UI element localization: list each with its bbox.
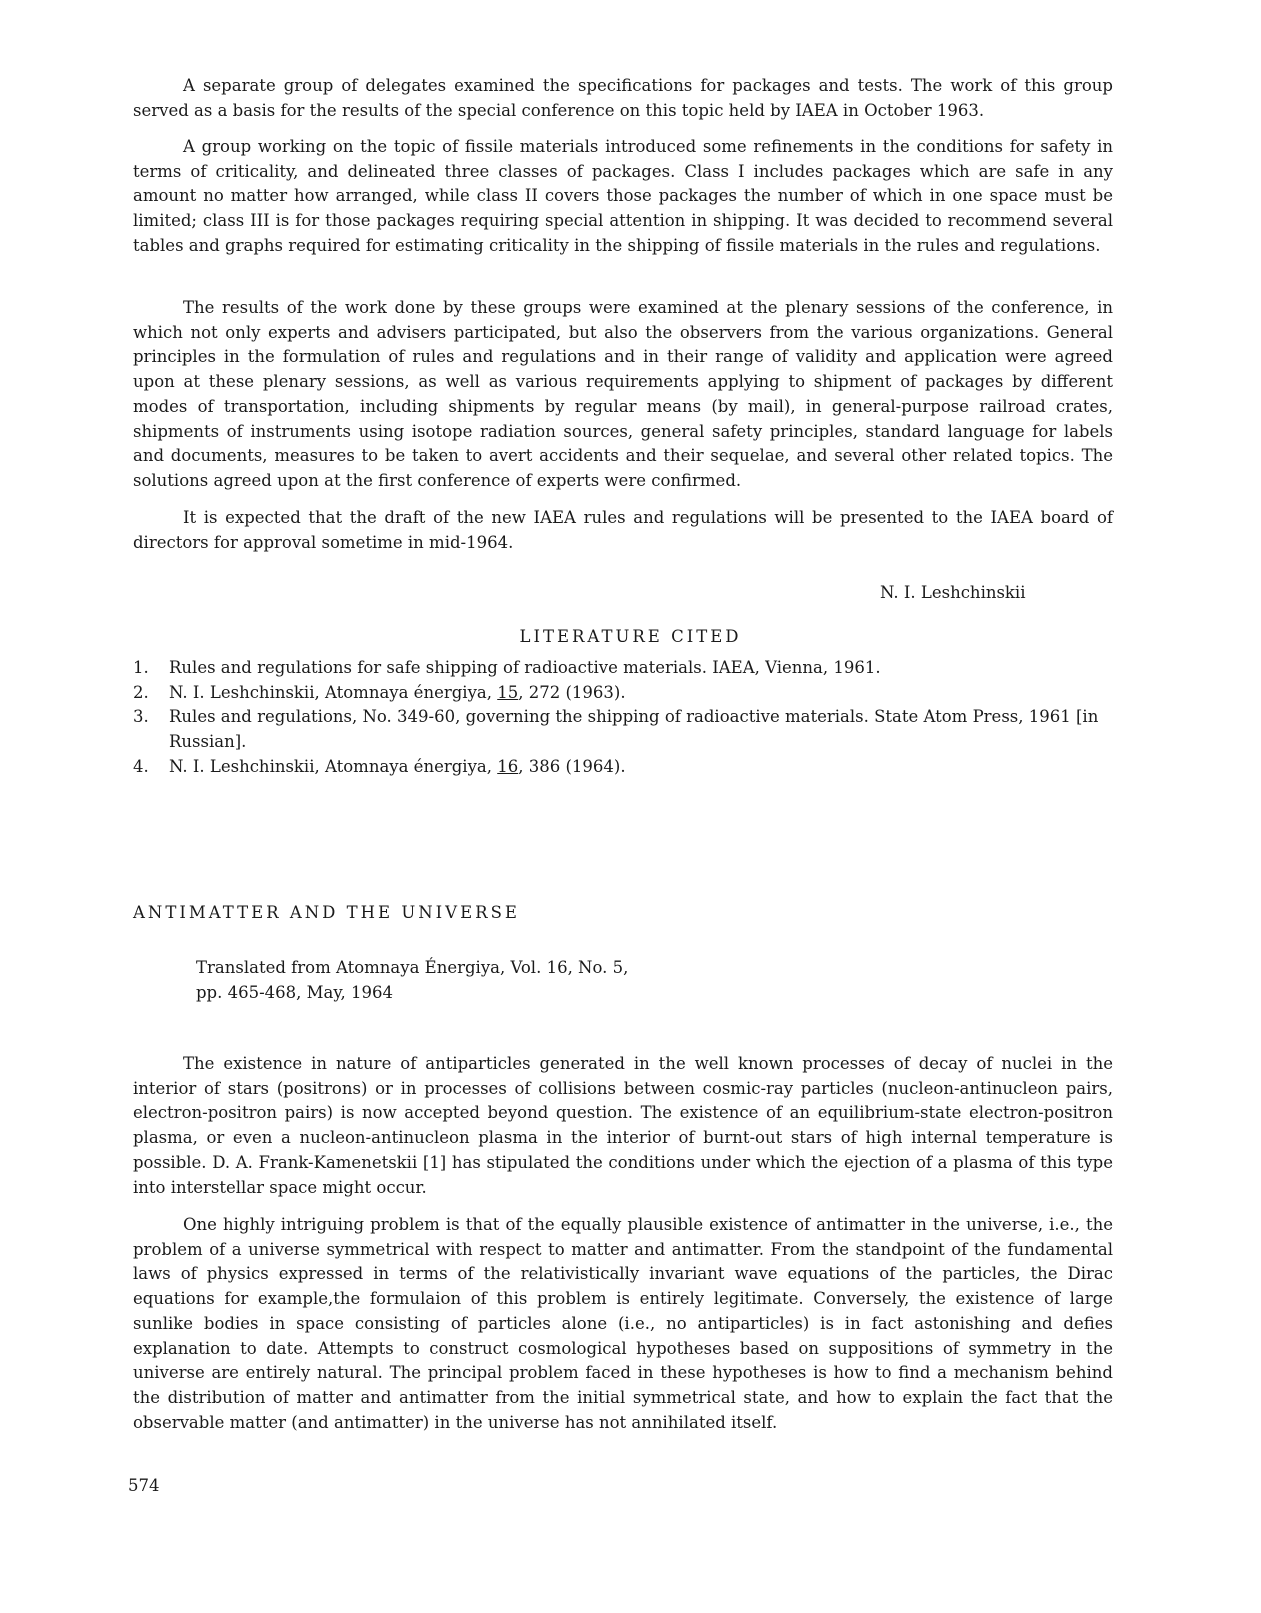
paragraph-draft-rules: It is expected that the draft of the new IAEA rules and regulations will be presented to the IAEA board of directors for approval sometime in mid-1964. <box>133 508 1113 552</box>
reference-pages: , 386 (1964). <box>518 756 626 776</box>
paragraph-fissile-materials: A group working on the topic of fissile materials introduced some refinements in the conditions for safety in terms of criticality, and delineated three classes of packages. Class I includes packages which are safe in any amount no matter how arranged, while class II covers those packages the number of which in one space must be limited; class III is for those packages requiring special attention in shipping. It was decided to recommend several tables and graphs required for estimating criticality in the shipping of fissile materials in the rules and regulations. <box>133 137 1113 255</box>
paragraph-plenary-sessions: The results of the work done by these groups were examined at the plenary sessions of the conference, in which not only experts and advisers participated, but also the observers from the various organizations. General principles in the formulation of rules and regulations and in their range of validity and application were agreed upon at these plenary sessions, as well as various requirements applying to shipment of packages by different modes of transportation, including shipments by regular means (by mail), in general-purpose railroad crates, shipments of instruments using isotope radiation sources, general safety principles, standard language for labels and documents, measures to be taken to avert accidents and their sequelae, and several other related topics. The solutions agreed upon at the first conference of experts were confirmed. <box>133 298 1113 490</box>
reference-text: N. I. Leshchinskii, Atomnaya énergiya, <box>169 682 498 702</box>
reference-volume: 15 <box>497 682 519 702</box>
translation-source <box>196 956 628 1005</box>
translation-source-line: pp. 465-468, May, 1964 <box>196 982 394 1002</box>
reference-number: 2. <box>133 682 149 702</box>
paragraph-symmetric-universe: One highly intriguing problem is that of the equally plausible existence of antimatter in the universe, i.e., the problem of a universe symmetrical with respect to matter and antimatter. From the standpoint of the fundamental laws of physics expressed in terms of the relativistically invariant wave equations of the particles, the Dirac equations for example,the formulaion of this problem is entirely legitimate. Conversely, the existence of large sunlike bodies in space consisting of particles alone (i.e., no antiparticles) is in fact astonishing and defies explanation to date. Attempts to construct cosmological hypotheses based on suppositions of symmetry in the universe are entirely natural. The principal problem faced in these hypotheses is how to find a mechanism behind the distribution of matter and antimatter from the initial symmetrical state, and how to explain the fact that the observable matter (and antimatter) in the universe has not annihilated itself. <box>133 1215 1113 1432</box>
reference-number: 3. <box>133 707 149 727</box>
reference-item <box>133 755 1113 780</box>
reference-pages: , 272 (1963). <box>518 682 626 702</box>
translation-source-line: Translated from Atomnaya Énergiya, Vol. 16, No. 5, <box>196 958 629 977</box>
reference-item <box>133 656 1113 681</box>
reference-item <box>133 705 1113 754</box>
reference-number: 1. <box>133 658 149 677</box>
page-number: 574 <box>128 1476 160 1495</box>
reference-item <box>133 681 1113 706</box>
author-signature: N. I. Leshchinskii <box>880 583 1026 602</box>
paragraph-packages-tests: A separate group of delegates examined the specifications for packages and tests. The work of this group served as a basis for the results of the special conference on this topic held by IAEA in October 1963. <box>133 76 1113 120</box>
reference-text: Rules and regulations for safe shipping of radioactive materials. IAEA, Vienna, 1961. <box>169 658 881 677</box>
reference-list <box>133 656 1113 780</box>
reference-text: N. I. Leshchinskii, Atomnaya énergiya, <box>169 756 498 776</box>
reference-text: Rules and regulations, No. 349-60, governing the shipping of radioactive materials. State Atom Press, 1961 [in Russian]. <box>169 707 1099 752</box>
literature-cited-heading: LITERATURE CITED <box>519 627 742 646</box>
paragraph-antiparticles: The existence in nature of antiparticles generated in the well known processes of decay of nuclei in the interior of stars (positrons) or in processes of collisions between cosmic-ray particles (nucleon-antinucleon pairs, electron-positron pairs) is now accepted beyond question. The existence of an equilibrium-state electron-positron plasma, or even a nucleon-antinucleon plasma in the interior of burnt-out stars of high internal temperature is possible. D. A. Frank-Kamenetskii [1] has stipulated the conditions under which the ejection of a plasma of this type into interstellar space might occur. <box>133 1054 1113 1197</box>
reference-number: 4. <box>133 756 149 776</box>
reference-volume: 16 <box>497 756 519 776</box>
article-title: ANTIMATTER AND THE UNIVERSE <box>133 903 520 922</box>
